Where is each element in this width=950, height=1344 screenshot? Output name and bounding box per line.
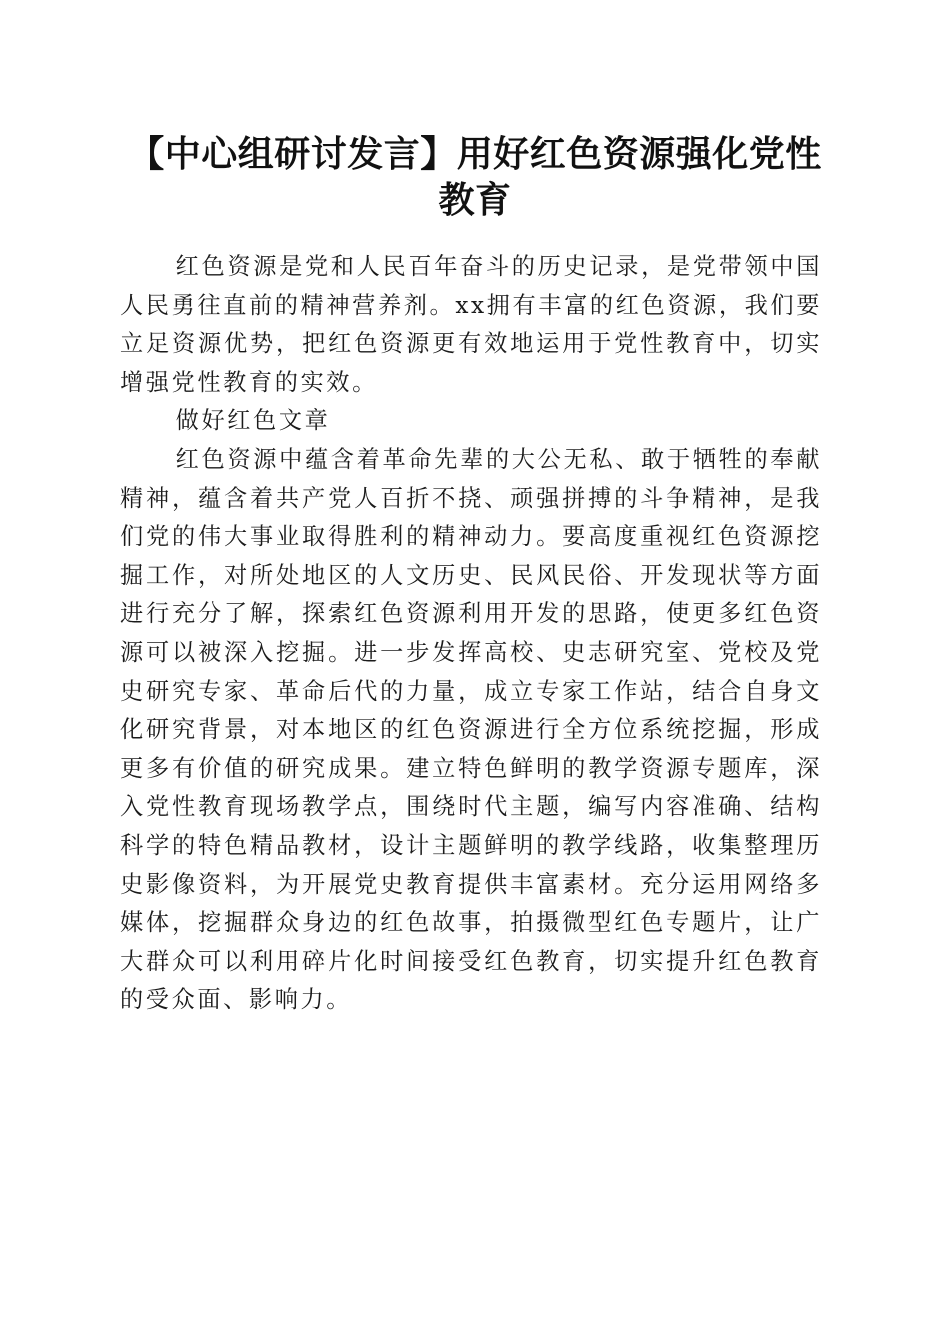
section-paragraph: 红色资源中蕴含着革命先辈的大公无私、敢于牺牲的奉献精神，蕴含着共产党人百折不挠、顽强拼搏的斗争精神，是我们党的伟大事业取得胜利的精神动力。要高度重视红色资源挖掘工作，对所处地区的人文历史、民风民俗、开发现状等方面进行充分了解，探索红色资源利用开发的思路，使更多红色资源可以被深入挖掘。进一步发挥高校、史志研究室、党校及党史研究专家、革命后代的力量，成立专家工作站，结合自身文化研究背景，对本地区的红色资源进行全方位系统挖掘，形成更多有价值的研究成果。建立特色鲜明的教学资源专题库，深入党性教育现场教学点，围绕时代主题，编写内容准确、结构科学的特色精品教材，设计主题鲜明的教学线路，收集整理历史影像资料，为开展党史教育提供丰富素材。充分运用网络多媒体，挖掘群众身边的红色故事，拍摄微型红色专题片，让广大群众可以利用碎片化时间接受红色教育，切实提升红色教育的受众面、影响力。 — [120, 445, 822, 1014]
document-body — [120, 248, 822, 1020]
section-heading: 做好红色文章 — [175, 407, 331, 435]
intro-paragraph: 红色资源是党和人民百年奋斗的历史记录，是党带领中国人民勇往直前的精神营养剂。xx拥有丰富的红色资源，我们要立足资源优势，把红色资源更有效地运用于党性教育中，切实增强党性教育的实效。 — [120, 253, 822, 396]
document-title: 【中心组研讨发言】用好红色资源强化党性教育 — [128, 134, 822, 221]
